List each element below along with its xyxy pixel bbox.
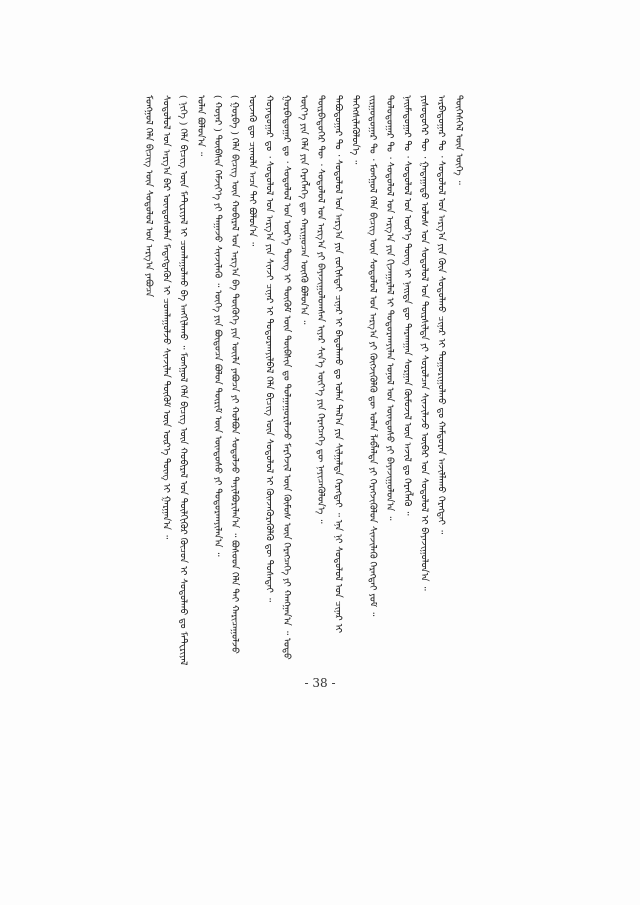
- text-column: ᠠᠷᠪᠠᠳᠤᠭᠠᠷ ᠲᠤ ᠂ ᠰᠤᠳᠤᠯᠤᠯ ᠤᠨ ᠠᠷᠭ᠎ᠠ ᠶᠢᠨ ᠭᠦᠨ ᠰᠤᠳᠤᠯᠬᠤ ᠴᠢᠨᠠᠷ ᠢ ᠲᠤᠭᠤᠷᠢᠭᠤᠯᠬᠤ ᠳᠤ ᠬᠠᠮᠲᠤᠷᠠᠨ ᠠᠵᠢᠯᠯᠠᠬᠤ ᠬᠡᠷᠡᠭᠲᠡᠢ ᠃: [435, 95, 447, 535]
- text-column: ᠨᠠᠢᠮᠠᠳᠤᠭᠠᠷ ᠲᠤ ᠂ ᠰᠤᠳᠤᠯᠤᠯ ᠤᠨ ᠦᠷ᠎ᠡ ᠳᠦᠩ ᠢ ᠨᠡᠢᠲᠡ ᠳᠦ ᠲᠠᠷᠬᠠᠭᠠᠨ ᠰᠤᠷᠭᠠᠨ ᠬᠦᠮᠦᠵᠢᠯ ᠦᠨ ᠠᠵᠢᠯ ᠳᠤ ᠬᠡᠷᠡᠭᠯᠡᠬᠦ ᠃: [401, 95, 413, 516]
- text-column: ( ᠨᠢᠭᠡ ) ᠬᠡᠯᠡ ᠪᠢᠴᠢᠭ᠌ ᠦᠨ ᠮᠠᠲ᠋ᠧᠷᠢᠶᠠᠯ ᠢ ᠴᠤᠭᠯᠠᠭᠤᠯᠬᠤ ᠪᠠ ᠠᠩᠭᠢᠯᠠᠬᠤ ᠃ ᠮᠣᠩᠭᠣᠯ ᠬᠡᠯᠡ ᠪᠢᠴᠢᠭ᠌ ᠦᠨ ᠬᠤᠪᠢᠷᠠᠯ ᠤᠨ ᠲᠦᠯᠬᠢᠭᠦᠷ ᠬᠦᠴᠦᠨ ᠢ ᠰᠤᠳᠤᠯᠬᠤ ᠳᠤ ᠮᠠᠲ᠋ᠧᠷᠢᠶᠠᠯ ᠣᠯᠠᠨ ᠪᠣᠯᠤᠨ᠎ᠠ ᠃: [177, 95, 206, 666]
- text-column: ( ᠬᠣᠶᠠᠷ ) ᠲᠦᠪᠰᠢᠨ ᠬᠡᠮᠵᠢᠶ᠎ᠡ ᠶᠢ ᠳᠠᠭᠠᠵᠤ ᠰᠢᠨᠵᠢᠯᠡᠬᠦ ᠃ ᠦᠭᠡ ᠶᠢᠨ ᠪᠦᠲᠦᠴᠡ ᠪᠣᠯᠤᠨ ᠳᠦᠷᠢᠮ ᠦᠨ ᠦᠨᠳᠦᠰᠦ ᠶᠢ ᠲᠣᠳᠤᠷᠬᠠᠶᠢᠯᠠᠨ᠎ᠠ ᠃: [212, 95, 224, 557]
- text-column: ( ᠭᠤᠷᠪᠠ ) ᠬᠡᠯᠡ ᠪᠢᠴᠢᠭ᠌ ᠦᠨ ᠬᠤᠪᠢᠷᠠᠯ ᠤᠨ ᠠᠷᠭ᠎ᠠ ᠪᠠ ᠲᠦᠭᠦᠬᠡ ᠶᠢᠨ ᠦᠢᠯᠡ ᠶᠠᠪᠤᠴᠠ ᠶᠢ ᠬᠤᠯᠪᠣᠨ ᠰᠤᠳᠤᠯᠵᠤ ᠲᠠᠶᠢᠯᠪᠤᠷᠢᠯᠠᠨ᠎ᠠ ᠃ ᠪᠤᠰᠤᠳ ᠬᠡᠯᠡ ᠲᠡᠢ ᠬᠠᠷᠢᠴᠠᠭᠤᠯᠵᠤ ᠦᠵᠡᠬᠦ ᠳᠦ ᠴᠢᠬᠤᠯᠠ ᠠᠴᠠ ᠲᠠᠢ ᠪᠣᠯᠤᠨ᠎ᠠ ᠃: [229, 95, 258, 654]
- text-column: ᠳᠣᠯᠤᠳᠤᠭᠠᠷ ᠲᠤ ᠂ ᠰᠤᠳᠤᠯᠤᠯ ᠤᠨ ᠠᠷᠭ᠎ᠠ ᠶᠢᠨ ᠬᠢᠵᠠᠭᠠᠷᠯᠠᠯ ᠢ ᠲᠣᠳᠤᠷᠬᠠᠶᠢᠯᠠᠨ ᠣᠨᠣᠯ ᠤᠨ ᠦᠨᠳᠦᠰᠦ ᠶᠢ ᠪᠠᠶᠠᠵᠢᠭᠤᠯᠤᠨ᠎ᠠ ᠃: [384, 95, 396, 521]
- text-column: ᠮᠣᠩᠭᠣᠯ ᠬᠡᠯᠡ ᠪᠢᠴᠢᠭ᠌ ᠦᠨ ᠰᠤᠳᠤᠯᠤᠯ ᠤᠨ ᠠᠷᠭ᠎ᠠ ᠶᠠᠪᠤᠴᠠ: [143, 95, 155, 297]
- text-column: ᠭᠤᠷᠪᠠᠳᠤᠭᠠᠷ ᠳᠤ ᠂ ᠰᠤᠳᠤᠯᠤᠯ ᠤᠨ ᠦᠷ᠎ᠡ ᠳᠦᠩ ᠢ ᠳᠦᠭᠦᠮ ᠦᠨ ᠲᠦᠪᠰᠢᠨ ᠳᠤ ᠲᠤᠯᠭᠠᠭᠤᠷᠢᠯᠠᠵᠤ ᠮᠡᠷᠭᠡᠵᠢᠯ ᠦᠨ ᠬᠦᠮᠦᠰ ᠦᠨ ᠬᠡᠷᠡᠭᠴᠡᠭᠡ ᠶᠢ ᠬᠠᠩᠭᠠᠨ᠎ᠠ ᠃ ᠣᠳᠣ ᠦᠶ᠎ᠡ ᠶᠢᠨ ᠬᠡᠯᠡ ᠶᠢᠨ ᠬᠡᠷᠡᠭᠯᠡᠭᠡ ᠳᠦ ᠬᠠᠷᠢᠭᠤᠴᠠᠨ ᠦᠭᠬᠦ ᠪᠤᠯᠤᠨ᠎ᠠ ᠃: [280, 95, 310, 660]
- text-column: ᠲᠥᠭᠡᠰᠬᠡᠯ ᠦᠨ ᠦᠭᠡ ᠃: [452, 95, 464, 185]
- text-column: ᠬᠣᠶᠠᠳᠤᠭᠠᠷ ᠳᠤ ᠂ ᠰᠤᠳᠤᠯᠤᠯ ᠤᠨ ᠠᠷᠭ᠎ᠠ ᠶᠢᠨ ᠰᠢᠨᠵᠢ ᠴᠢᠨᠠᠷ ᠢ ᠲᠣᠳᠤᠷᠬᠠᠶᠢᠯᠪᠠᠯ ᠬᠡᠯᠡ ᠪᠢᠴᠢᠭ᠌ ᠦᠨ ᠰᠤᠳᠤᠯᠤᠯ ᠢ ᠭᠦᠨᠵᠡᠭᠦᠷᠡᠭᠦᠯᠬᠦ ᠳᠦ ᠲᠤᠰᠠᠲᠠᠢ ᠃: [263, 95, 275, 602]
- text-column: ᠳᠥᠷᠪᠡᠳᠦᠭᠡᠷ ᠲᠦ ᠂ ᠰᠤᠳᠤᠯᠤᠯ ᠤᠨ ᠠᠷᠭ᠎ᠠ ᠶᠢ ᠪᠠᠶᠠᠵᠢᠭᠤᠯᠤᠭᠰᠠᠨ ᠢᠶᠡᠷ ᠰᠢᠨ᠎ᠡ ᠦᠶ᠎ᠡ ᠶᠢᠨ ᠬᠡᠷᠡᠭᠴᠡᠭᠡ ᠳᠦ ᠨᠡᠶᠢᠴᠡᠭᠦᠯᠦᠨ᠎ᠡ ᠃: [315, 95, 327, 524]
- text-column: ᠵᠢᠷᠭᠤᠳᠤᠭᠠᠷ ᠲᠤ ᠂ ᠮᠣᠩᠭᠣᠯ ᠬᠡᠯᠡ ᠪᠢᠴᠢᠭ᠌ ᠦᠨ ᠰᠤᠳᠤᠯᠤᠯ ᠤᠨ ᠠᠷᠭ᠎ᠠ ᠶᠢ ᠬᠦᠭᠵᠢᠭᠦᠯᠬᠦ ᠳᠦ ᠣᠯᠠᠨ ᠯᠠᠪᠯᠠᠯᠲᠠ ᠶᠢ ᠬᠡᠷᠡᠭᠵᠢᠭᠦᠯᠦᠨ ᠰᠢᠨᠵᠢᠯᠡᠬᠦ ᠬᠡᠷᠡᠭᠲᠡᠢ ᠶᠤᠮ ᠃: [366, 95, 378, 617]
- text-column: ᠶᠢᠰᠦᠳᠦᠭᠡᠷ ᠲᠦ ᠂ ᠭᠠᠳᠠᠭᠠᠳᠤ ᠤᠯᠤᠰ ᠤᠨ ᠰᠤᠳᠤᠯᠤᠯ ᠤᠨ ᠲᠦᠷᠰᠢᠯᠲᠡ ᠶᠢ ᠰᠤᠷᠤᠯᠴᠠᠨ ᠰᠢᠨᠵᠢᠯᠡᠵᠦ ᠦᠪᠡᠷ ᠤᠨ ᠰᠤᠳᠤᠯᠤᠯ ᠢ ᠪᠠᠶᠠᠵᠢᠭᠤᠯᠤᠨ᠎ᠠ ᠃: [418, 95, 430, 591]
- text-column: ᠰᠤᠳᠤᠯᠤᠯ ᠤᠨ ᠠᠷᠭ᠎ᠠ ᠪᠠᠷ ᠦᠨᠳᠦᠰᠦᠯᠡᠨ ᠮᠡᠳᠡᠭᠳᠡᠬᠦᠨ ᠢ ᠴᠤᠭᠯᠠᠭᠤᠯᠵᠤ ᠰᠢᠨᠵᠢᠯᠡᠨ ᠳᠦᠭᠦᠮ ᠦᠨ ᠦᠷ᠎ᠡ ᠳᠦᠩ ᠢ ᠭᠠᠷᠭᠠᠨ᠎ᠠ ᠃: [160, 95, 172, 540]
- vertical-text-block: [140, 95, 520, 670]
- text-column: ᠲᠠᠪᠤᠳᠤᠭᠠᠷ ᠲᠤ ᠂ ᠰᠤᠳᠤᠯᠤᠯ ᠤᠨ ᠠᠷᠭ᠎ᠠ ᠶᠢᠨ ᠵᠣᠬᠢᠰᠲᠠᠢ ᠴᠢᠨᠠᠷ ᠢ ᠪᠠᠲᠤᠯᠠᠬᠤ ᠳᠤ ᠣᠯᠠᠨ ᠲᠠᠯ᠎ᠠ ᠶᠢᠨ ᠰᠢᠯᠭᠠᠯᠲᠠ ᠬᠡᠷᠡᠭᠲᠡᠢ ᠃ ᠡᠨᠡ ᠨᠢ ᠰᠤᠳᠤᠯᠤᠯ ᠤᠨ ᠴᠢᠨᠠᠷ ᠢ ᠳᠡᠭᠡᠭᠰᠢᠯᠡᠭᠦᠯᠦᠨ᠎ᠡ ᠃: [332, 95, 361, 633]
- page-number: - 38 -: [304, 676, 336, 690]
